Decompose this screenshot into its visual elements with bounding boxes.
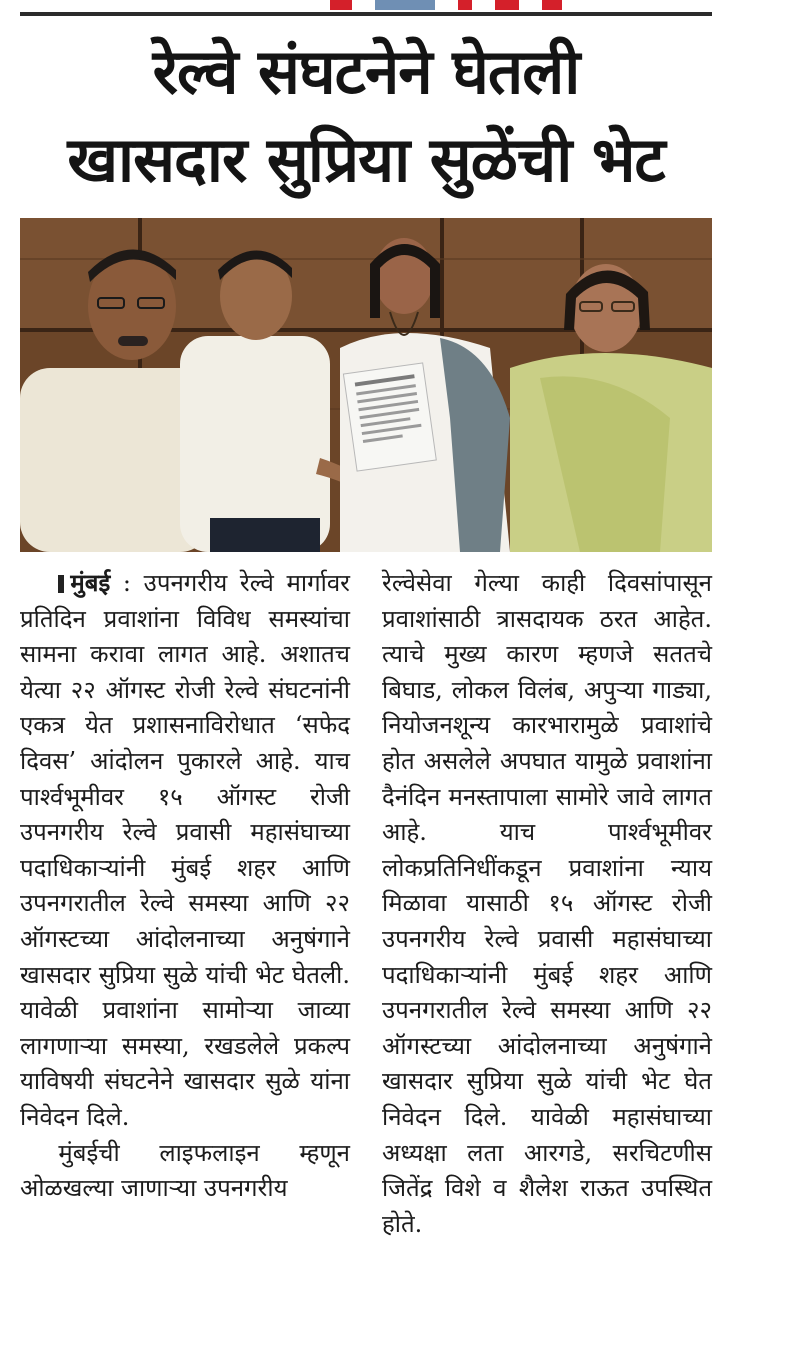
article-body bbox=[20, 566, 712, 1351]
left-paragraph-2: मुंबईची लाइफलाइन म्हणून ओळखल्या जाणाऱ्या उपनगरीय bbox=[20, 1138, 350, 1203]
article-column-right bbox=[382, 566, 712, 1242]
masthead-remnant-red-glyph bbox=[458, 0, 472, 10]
article-paragraph bbox=[20, 1136, 350, 1207]
headline-line-1: रेल्वे संघटनेने घेतली bbox=[152, 35, 580, 108]
article-headline bbox=[20, 28, 712, 204]
top-divider-rule bbox=[20, 12, 712, 16]
headline-line-2: खासदार सुप्रिया सुळेंची भेट bbox=[67, 123, 665, 196]
article-paragraph bbox=[20, 566, 350, 1136]
dateline-separator: : bbox=[122, 569, 131, 597]
masthead-remnant-red-glyph bbox=[495, 0, 519, 10]
dateline: मुंबई bbox=[70, 569, 111, 597]
article-column-left bbox=[20, 566, 350, 1207]
article-paragraph bbox=[382, 566, 712, 1242]
right-paragraph-1: रेल्वेसेवा गेल्या काही दिवसांपासून प्रवाशांसाठी त्रासदायक ठरत आहेत. त्याचे मुख्य कारण म्हणजे सततचे बिघाड, लोकल विलंब, अपुऱ्या गाड्या, नियोजनशून्य कारभारामुळे प्रवाशांचे होत असलेले अपघात यामुळे प्रवाशांना दैनंदिन मनस्तापाला सामोरे जावे लागत आहे. याच पार्श्वभूमीवर लोकप्रतिनिधींकडून प्रवाशांना न्याय मिळावा यासाठी १५ ऑगस्ट रोजी उपनगरीय रेल्वे प्रवासी महासंघाच्या पदाधिकाऱ्यांनी मुंबई शहर आणि उपनगरातील रेल्वे समस्या आणि २२ ऑगस्टच्या आंदोलनाच्या अनुषंगाने खासदार सुप्रिया सुळे यांची भेट घेत निवेदन दिले. यावेळी महासंघाच्या अध्यक्षा लता आरगडे, सरचिटणीस जितेंद्र विशे व शैलेश राऊत उपस्थित होते. bbox=[382, 569, 712, 1238]
left-paragraph-1: उपनगरीय रेल्वे मार्गावर प्रतिदिन प्रवाशांना विविध समस्यांचा सामना करावा लागत आहे. अशातच येत्या २२ ऑगस्ट रोजी रेल्वे संघटनांनी एकत्र येत प्रशासनाविरोधात ‘सफेद दिवस’ आंदोलन पुकारले आहे. याच पार्श्वभूमीवर १५ ऑगस्ट रोजी उपनगरीय रेल्वे प्रवासी महासंघाच्या पदाधिकाऱ्यांनी मुंबई शहर आणि उपनगरातील रेल्वे समस्या आणि २२ ऑगस्टच्या आंदोलनाच्या अनुषंगाने खासदार सुप्रिया सुळे यांची भेट घेतली. यावेळी प्रवाशांना सामोऱ्या जाव्या लागणाऱ्या समस्या, रखडलेले प्रकल्प याविषयी संघटनेने खासदार सुळे यांना निवेदन दिले. bbox=[20, 569, 350, 1131]
meeting-photo-illustration bbox=[20, 218, 712, 552]
masthead-remnant-red-glyph bbox=[542, 0, 562, 10]
masthead-remnant bbox=[330, 0, 710, 10]
dateline-marker bbox=[58, 575, 64, 593]
masthead-remnant-blue-glyph bbox=[375, 0, 435, 10]
article-photo bbox=[20, 218, 712, 552]
masthead-remnant-red-glyph bbox=[330, 0, 352, 10]
